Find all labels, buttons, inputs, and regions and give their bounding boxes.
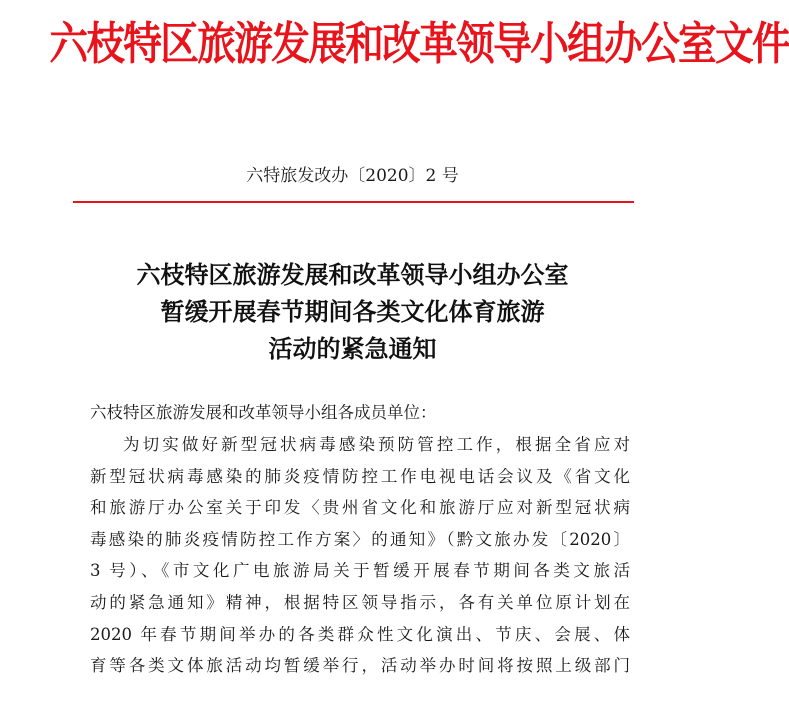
issuer-header: 六枝特区旅游发展和改革领导小组办公室文件	[49, 17, 789, 70]
body-line: 2020 年春节期间举办的各类群众性文化演出、节庆、会展、体	[90, 624, 630, 644]
body-line: 育等各类文体旅活动均暂缓举行，活动举办时间将按照上级部门	[90, 656, 630, 676]
body-line: 和旅游厅办公室关于印发〈贵州省文化和旅游厅应对新型冠状病	[90, 498, 630, 518]
body-paragraph	[90, 429, 630, 682]
body-line: 动的紧急通知》精神，根据特区领导指示，各有关单位原计划在	[90, 592, 630, 612]
body-line: 3 号）、《市文化广电旅游局关于暂缓开展春节期间各类文旅活	[90, 561, 630, 581]
notice-title	[0, 256, 705, 367]
notice-title-line: 活动的紧急通知	[268, 334, 437, 363]
body-line: 新型冠状病毒感染的肺炎疫情防控工作电视电话会议及《省文化	[90, 466, 630, 486]
body-line: 毒感染的肺炎疫情防控工作方案〉的通知》（黔文旅办发〔2020〕	[90, 529, 630, 549]
body-line: 为切实做好新型冠状病毒感染预防管控工作，根据全省应对	[123, 435, 630, 454]
document-number: 六特旅发改办〔2020〕2 号	[246, 166, 459, 186]
red-divider-line	[73, 201, 634, 203]
notice-title-line: 六枝特区旅游发展和改革领导小组办公室	[136, 260, 569, 289]
notice-title-line: 暂缓开展春节期间各类文化体育旅游	[160, 297, 545, 326]
salutation: 六枝特区旅游发展和改革领导小组各成员单位：	[90, 403, 437, 422]
